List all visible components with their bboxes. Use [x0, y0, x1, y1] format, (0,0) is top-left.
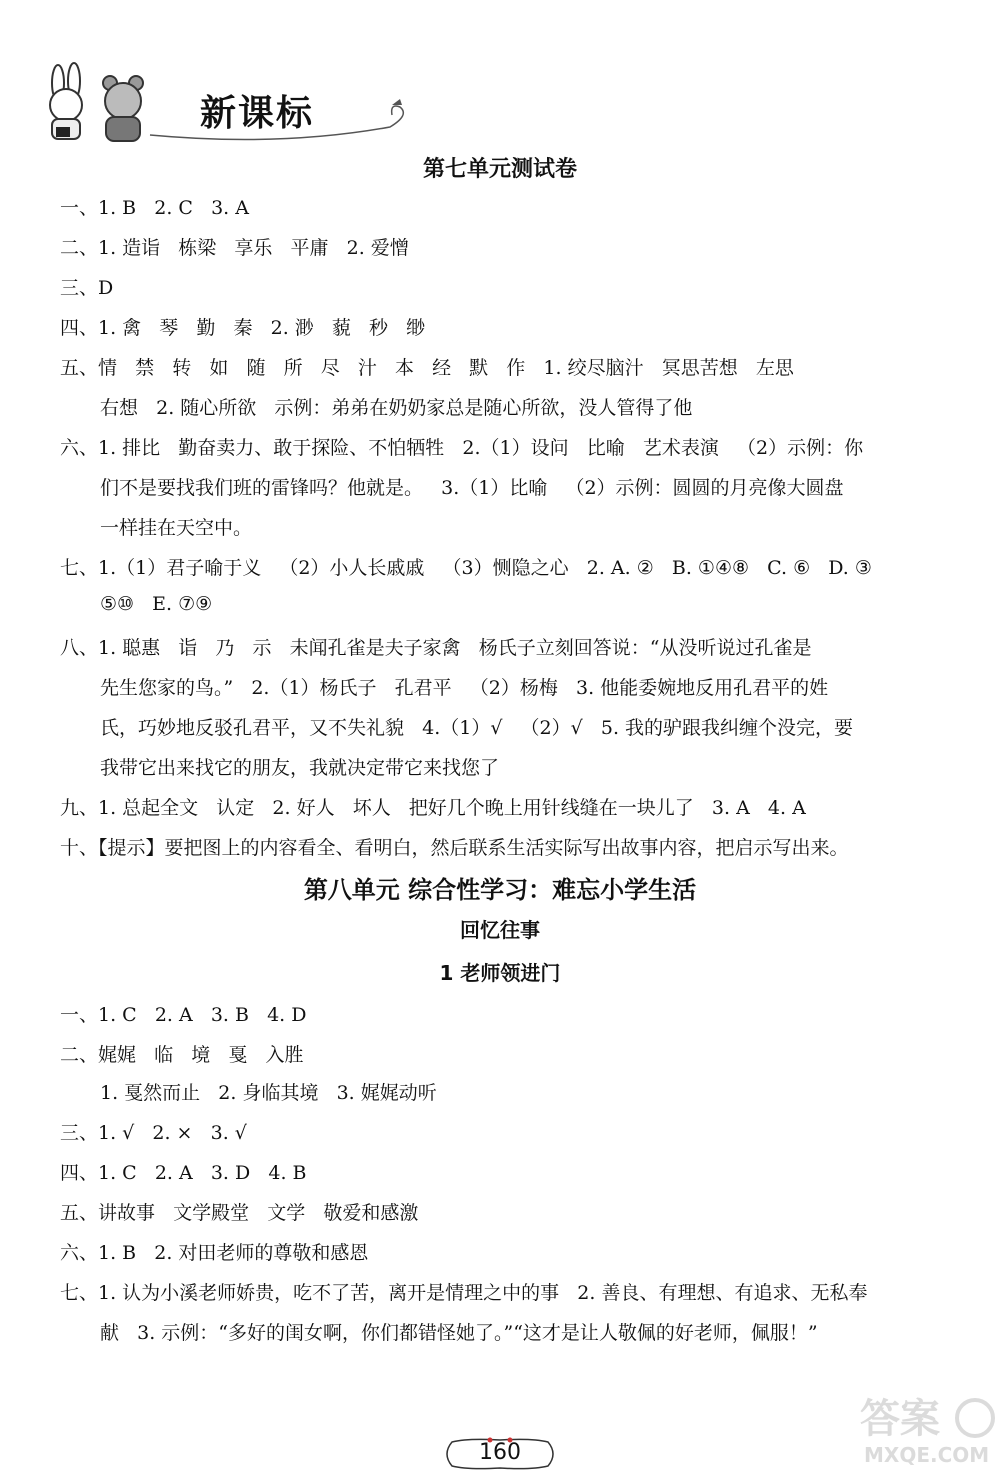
answer-line: 九、1. 总起全文 认定 2. 好人 坏人 把好几个晚上用针线缝在一块儿了 3. A 4. A: [60, 797, 806, 819]
answer-line: 先生您家的鸟。” 2.（1）杨氏子 孔君平 （2）杨梅 3. 他能委婉地反用孔君平的姓: [100, 677, 829, 699]
answer-line: 一、1. C 2. A 3. B 4. D: [60, 1004, 307, 1026]
answer-line: 四、1. C 2. A 3. D 4. B: [60, 1162, 307, 1184]
answer-line: 三、D: [60, 277, 114, 299]
unit8-subtitle: 回忆往事: [460, 918, 540, 942]
lesson-title: 1 老师领进门: [439, 961, 561, 985]
answer-line: 六、1. B 2. 对田老师的尊敬和感恩: [60, 1242, 369, 1264]
answer-line: 十、【提示】要把图上的内容看全、看明白，然后联系生活实际写出故事内容，把启示写出来。: [60, 837, 849, 859]
answer-line: 五、情 禁 转 如 随 所 尽 汁 本 经 默 作 1. 绞尽脑汁 冥思苦想 左思: [60, 357, 794, 379]
svg-text:MXQE.COM: MXQE.COM: [864, 1443, 990, 1467]
svg-text:答案: 答案: [860, 1396, 940, 1442]
mascot-illustration: [30, 55, 630, 145]
page-header: [30, 55, 630, 145]
answer-line: 右想 2. 随心所欲 示例：弟弟在奶奶家总是随心所欲，没人管得了他: [100, 397, 693, 419]
answer-line: 三、1. √ 2. × 3. √: [60, 1122, 247, 1144]
answer-line: 五、讲故事 文学殿堂 文学 敬爱和感激: [60, 1202, 419, 1224]
answer-line: 六、1. 排比 勤奋卖力、敢于探险、不怕牺牲 2.（1）设问 比喻 艺术表演 （2）示例：你: [60, 437, 864, 459]
answer-line: ⑤⑩ E. ⑦⑨: [100, 593, 213, 615]
unit8-title: 第八单元 综合性学习：难忘小学生活: [303, 876, 697, 904]
watermark-logo: [850, 1380, 1000, 1470]
brand-title: 新课标: [200, 93, 315, 134]
answer-line: 四、1. 禽 琴 勤 秦 2. 渺 藐 秒 缈: [60, 317, 426, 339]
page-number-badge: [438, 1436, 562, 1470]
page-number: 160: [479, 1440, 521, 1465]
answer-line: 们不是要找我们班的雷锋吗？他就是。 3.（1）比喻 （2）示例：圆圆的月亮像大圆盘: [100, 477, 844, 499]
answer-line: 氏，巧妙地反驳孔君平，又不失礼貌 4.（1）√ （2）√ 5. 我的驴跟我纠缠个没完，要: [100, 717, 854, 739]
answer-line: 我带它出来找它的朋友，我就决定带它来找您了: [100, 757, 500, 779]
answer-line: 一、1. B 2. C 3. A: [60, 197, 249, 219]
answer-line: 二、1. 造诣 栋梁 享乐 平庸 2. 爱憎: [60, 237, 409, 259]
answer-line: 献 3. 示例：“多好的闺女啊，你们都错怪她了。”“这才是让人敬佩的好老师，佩服！”: [100, 1322, 818, 1344]
answer-line: 七、1. 认为小溪老师娇贵，吃不了苦，离开是情理之中的事 2. 善良、有理想、有追求、无私奉: [60, 1282, 868, 1304]
answer-line: 1. 戛然而止 2. 身临其境 3. 娓娓动听: [100, 1082, 437, 1104]
answer-line: 八、1. 聪惠 诣 乃 示 未闻孔雀是夫子家禽 杨氏子立刻回答说：“从没听说过孔雀是: [60, 637, 812, 659]
answer-line: 一样挂在天空中。: [100, 517, 253, 539]
answer-line: 二、娓娓 临 境 戛 入胜: [60, 1044, 304, 1066]
answer-line: 七、1.（1）君子喻于义 （2）小人长戚戚 （3）恻隐之心 2. A. ② B. ①④⑧ C. ⑥ D. ③: [60, 557, 872, 579]
unit7-title: 第七单元测试卷: [422, 157, 577, 182]
